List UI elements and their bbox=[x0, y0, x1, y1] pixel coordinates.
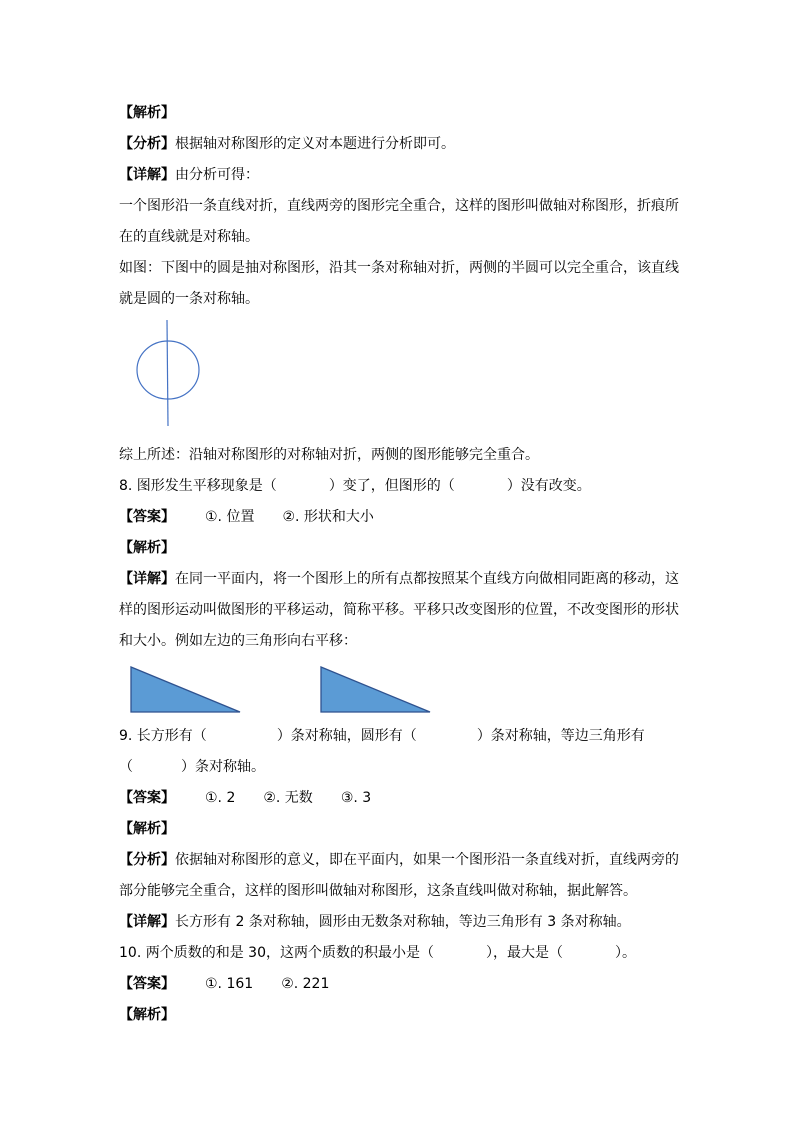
p7-line3: 如图：下图中的圆是抽对称图形，沿其一条对称轴对折，两侧的半圆可以完全重合，该直线 bbox=[119, 260, 679, 276]
q9-xiangjie bbox=[119, 912, 631, 932]
fenxi-label: 【分析】 bbox=[119, 852, 175, 868]
q9-analysis-heading: 【解析】 bbox=[119, 821, 175, 837]
q8-answer bbox=[119, 507, 374, 527]
p7-xiangjie bbox=[119, 165, 259, 185]
q9-text-a: 9. 长方形有（ bbox=[119, 728, 207, 744]
q9-fenxi-line2: 部分能够完全重合，这样的图形叫做轴对称图形，这条直线叫做对称轴，据此解答。 bbox=[119, 883, 637, 899]
q10-question bbox=[119, 943, 636, 963]
q9-text-c: ）条对称轴，等边三角形有 bbox=[476, 728, 645, 744]
q8-line3: 和大小。例如左边的三角形向右平移： bbox=[119, 633, 357, 649]
q9-ans1: ①. 2 bbox=[205, 790, 236, 806]
p7-line4: 就是圆的一条对称轴。 bbox=[119, 291, 259, 307]
q10-answer bbox=[119, 974, 329, 994]
xiangjie-label: 【详解】 bbox=[119, 914, 175, 930]
q9-answer bbox=[119, 788, 371, 808]
p7-fenxi bbox=[119, 134, 455, 154]
q8-text-b: ）变了，但图形的（ bbox=[328, 478, 455, 494]
q9-fenxi-line1: 依据轴对称图形的意义，即在平面内，如果一个图形沿一条直线对折，直线两旁的 bbox=[175, 852, 679, 868]
q9-text-d: （ bbox=[119, 759, 133, 775]
q10-text-c: ）。 bbox=[614, 945, 636, 961]
q10-text-a: 10. 两个质数的和是 30，这两个质数的积最小是（ bbox=[119, 945, 434, 961]
q10-ans1: ①. 161 bbox=[205, 976, 254, 992]
q9-ans3: ③. 3 bbox=[340, 790, 372, 806]
analysis-heading: 【解析】 bbox=[119, 105, 175, 121]
xiangjie-label: 【详解】 bbox=[119, 167, 175, 183]
fenxi-text: 根据轴对称图形的定义对本题进行分析即可。 bbox=[175, 136, 455, 152]
p7-summary: 综上所述：沿轴对称图形的对称轴对折，两侧的图形能够完全重合。 bbox=[119, 447, 539, 463]
answer-label: 【答案】 bbox=[119, 790, 175, 806]
q9-text-e: ）条对称轴。 bbox=[181, 759, 265, 775]
fenxi-label: 【分析】 bbox=[119, 136, 175, 152]
q8-analysis-heading: 【解析】 bbox=[119, 540, 175, 556]
triangle-translation-figure bbox=[128, 664, 438, 716]
q9-ans2: ②. 无数 bbox=[263, 790, 313, 806]
q9-fenxi bbox=[119, 850, 679, 870]
q8-text-c: ）没有改变。 bbox=[506, 478, 591, 494]
q8-xiangjie-line1: 在同一平面内，将一个图形上的所有点都按照某个直线方向做相同距离的移动，这 bbox=[175, 571, 679, 587]
q8-line2: 样的图形运动叫做图形的平移运动，简称平移。平移只改变图形的位置，不改变图形的形状 bbox=[119, 602, 679, 618]
circle-symmetry-figure bbox=[130, 318, 210, 428]
q8-text-a: 8. 图形发生平移现象是（ bbox=[119, 478, 277, 494]
q10-ans2: ②. 221 bbox=[281, 976, 330, 992]
p7-line2: 在的直线就是对称轴。 bbox=[119, 229, 259, 245]
q8-ans2: ②. 形状和大小 bbox=[282, 509, 374, 525]
q10-text-b: ），最大是（ bbox=[485, 945, 563, 961]
triangle-left bbox=[131, 667, 240, 712]
q10-analysis-heading: 【解析】 bbox=[119, 1007, 175, 1023]
xiangjie-label: 【详解】 bbox=[119, 571, 175, 587]
triangle-right bbox=[321, 667, 430, 712]
q9-question bbox=[119, 726, 645, 746]
q9-xiangjie-text: 长方形有 2 条对称轴，圆形由无数条对称轴，等边三角形有 3 条对称轴。 bbox=[175, 914, 631, 930]
q8-ans1: ①. 位置 bbox=[205, 509, 255, 525]
q9-text-b: ）条对称轴，圆形有（ bbox=[276, 728, 417, 744]
q8-question bbox=[119, 476, 591, 496]
q8-xiangjie bbox=[119, 569, 679, 589]
answer-label: 【答案】 bbox=[119, 976, 175, 992]
symmetry-axis-line bbox=[167, 320, 168, 426]
q9-question-line2 bbox=[119, 757, 265, 777]
answer-label: 【答案】 bbox=[119, 509, 175, 525]
p7-line1: 一个图形沿一条直线对折，直线两旁的图形完全重合，这样的图形叫做轴对称图形，折痕所 bbox=[119, 198, 679, 214]
xiangjie-text: 由分析可得： bbox=[175, 167, 259, 183]
